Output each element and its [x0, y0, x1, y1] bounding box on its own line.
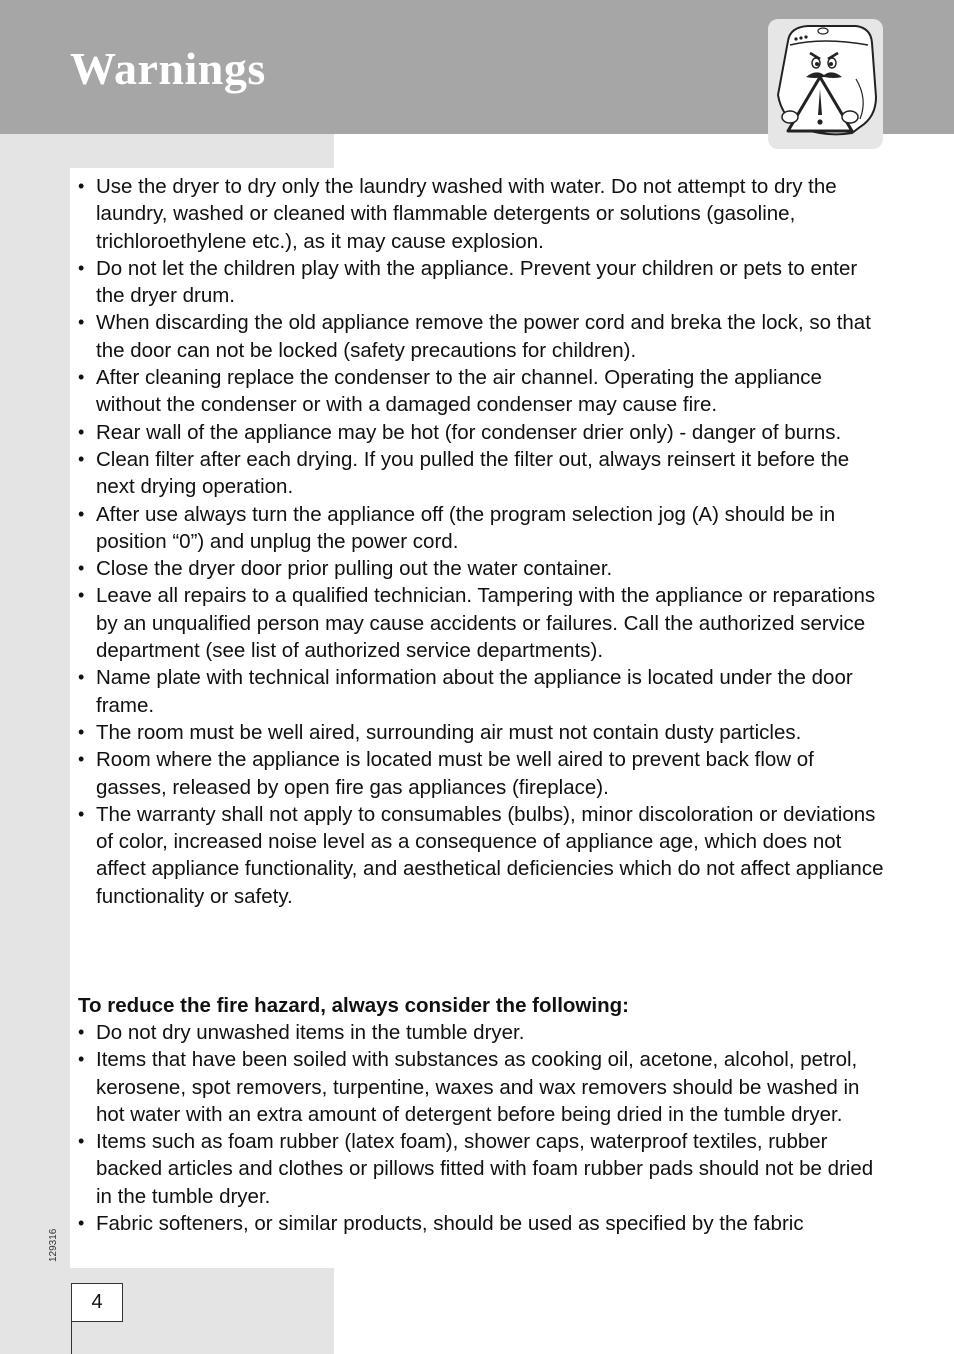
- list-item-text: Do not let the children play with the appliance. Prevent your children or pets to enter the dryer drum.: [96, 256, 858, 308]
- list-item: [78, 501, 886, 556]
- bullet: •: [78, 1049, 85, 1070]
- list-item-text: Room where the appliance is located must be well aired to prevent back flow of gasses, released by open fire gas appliances (fireplace).: [96, 748, 814, 799]
- bullet: •: [78, 176, 85, 196]
- list-item: [78, 719, 886, 746]
- bullet: •: [78, 257, 85, 278]
- list-item-text: Leave all repairs to a qualified technician. Tampering with the appliance or reparations by an unqualified person may cause accidents or failures. Call the authorized service department (see list of authorized service departments).: [96, 584, 876, 663]
- page-number: 4: [71, 1283, 123, 1322]
- bullet: •: [78, 1131, 85, 1152]
- list-item: [78, 664, 886, 719]
- list-item-text: Clean filter after each drying. If you pulled the filter out, always reinsert it before the next drying operation.: [96, 447, 850, 499]
- list-item-text: Items that have been soiled with substances as cooking oil, acetone, alcohol, petrol, kerosene, spot removers, turpentine, waxes and wax removers should be washed in hot water with an extra amount of detergent before being dried in the tumble dryer.: [96, 1048, 860, 1126]
- list-item: [78, 555, 886, 582]
- list-item-text: Use the dryer to dry only the laundry washed with water. Do not attempt to dry the laundry, washed or cleaned with flammable detergents or solutions (gasoline, trichloroethylene etc.), as it may cause explosion.: [96, 175, 837, 253]
- list-item: [78, 746, 886, 801]
- list-item: [78, 1128, 886, 1210]
- list-item: [78, 173, 886, 255]
- bullet: •: [78, 558, 85, 579]
- list-item: [78, 1210, 886, 1237]
- list-item-text: The room must be well aired, surrounding air must not contain dusty particles.: [96, 720, 802, 744]
- list-item: [78, 419, 886, 446]
- bullet: •: [78, 448, 85, 469]
- warning-mascot-icon: [768, 19, 883, 149]
- list-item: [78, 446, 886, 501]
- bullet: •: [78, 1022, 85, 1042]
- list-item-text: When discarding the old appliance remove the power cord and breka the lock, so that the door can not be locked (safety precautions for children).: [96, 311, 871, 362]
- list-item: [78, 582, 886, 664]
- list-item: [78, 1046, 886, 1128]
- bullet: •: [78, 585, 85, 606]
- bullet: •: [78, 803, 85, 824]
- list-item-text: Close the dryer door prior pulling out the water container.: [96, 557, 613, 581]
- bullet: •: [78, 367, 85, 388]
- list-item-text: Rear wall of the appliance may be hot (for condenser drier only) - danger of burns.: [96, 420, 842, 444]
- list-item: [78, 309, 886, 364]
- bullet: •: [78, 721, 85, 742]
- list-item-text: After use always turn the appliance off (the program selection jog (A) should be in position “0”) and unplug the power cord.: [96, 502, 836, 553]
- fire-hazard-heading: To reduce the fire hazard, always consider the following:: [78, 994, 629, 1017]
- list-item-text: Do not dry unwashed items in the tumble dryer.: [96, 1021, 525, 1044]
- bullet: •: [78, 749, 85, 770]
- warnings-list: [78, 173, 886, 910]
- list-item-text: Items such as foam rubber (latex foam), shower caps, waterproof textiles, rubber backed articles and clothes or pillows fitted with foam rubber pads should not be dried in the tumble dryer.: [96, 1130, 874, 1208]
- fire-hazard-list: [78, 1019, 886, 1237]
- list-item: [78, 1019, 886, 1046]
- list-item: [78, 801, 886, 910]
- list-item: [78, 255, 886, 310]
- page-number-rule: [71, 1321, 72, 1354]
- document-code: 129316: [48, 1228, 59, 1262]
- bullet: •: [78, 421, 85, 442]
- bullet: •: [78, 312, 85, 333]
- bullet: •: [78, 667, 85, 688]
- list-item-text: Name plate with technical information about the appliance is located under the door frame.: [96, 666, 853, 717]
- list-item-text: Fabric softeners, or similar products, should be used as specified by the fabric: [96, 1212, 804, 1236]
- list-item-text: After cleaning replace the condenser to the air channel. Operating the appliance without the condenser or with a damaged condenser may cause fire.: [96, 366, 822, 417]
- page-title: Warnings: [70, 43, 266, 94]
- content-panel: [70, 168, 886, 1268]
- list-item: [78, 364, 886, 419]
- bullet: •: [78, 1213, 85, 1234]
- bullet: •: [78, 503, 85, 524]
- list-item-text: The warranty shall not apply to consumables (bulbs), minor discoloration or deviations of color, increased noise level as a consequence of appliance age, which does not affect appliance functionality, and aesthetical deficiencies which do not affect appliance functionality or safety.: [96, 802, 884, 908]
